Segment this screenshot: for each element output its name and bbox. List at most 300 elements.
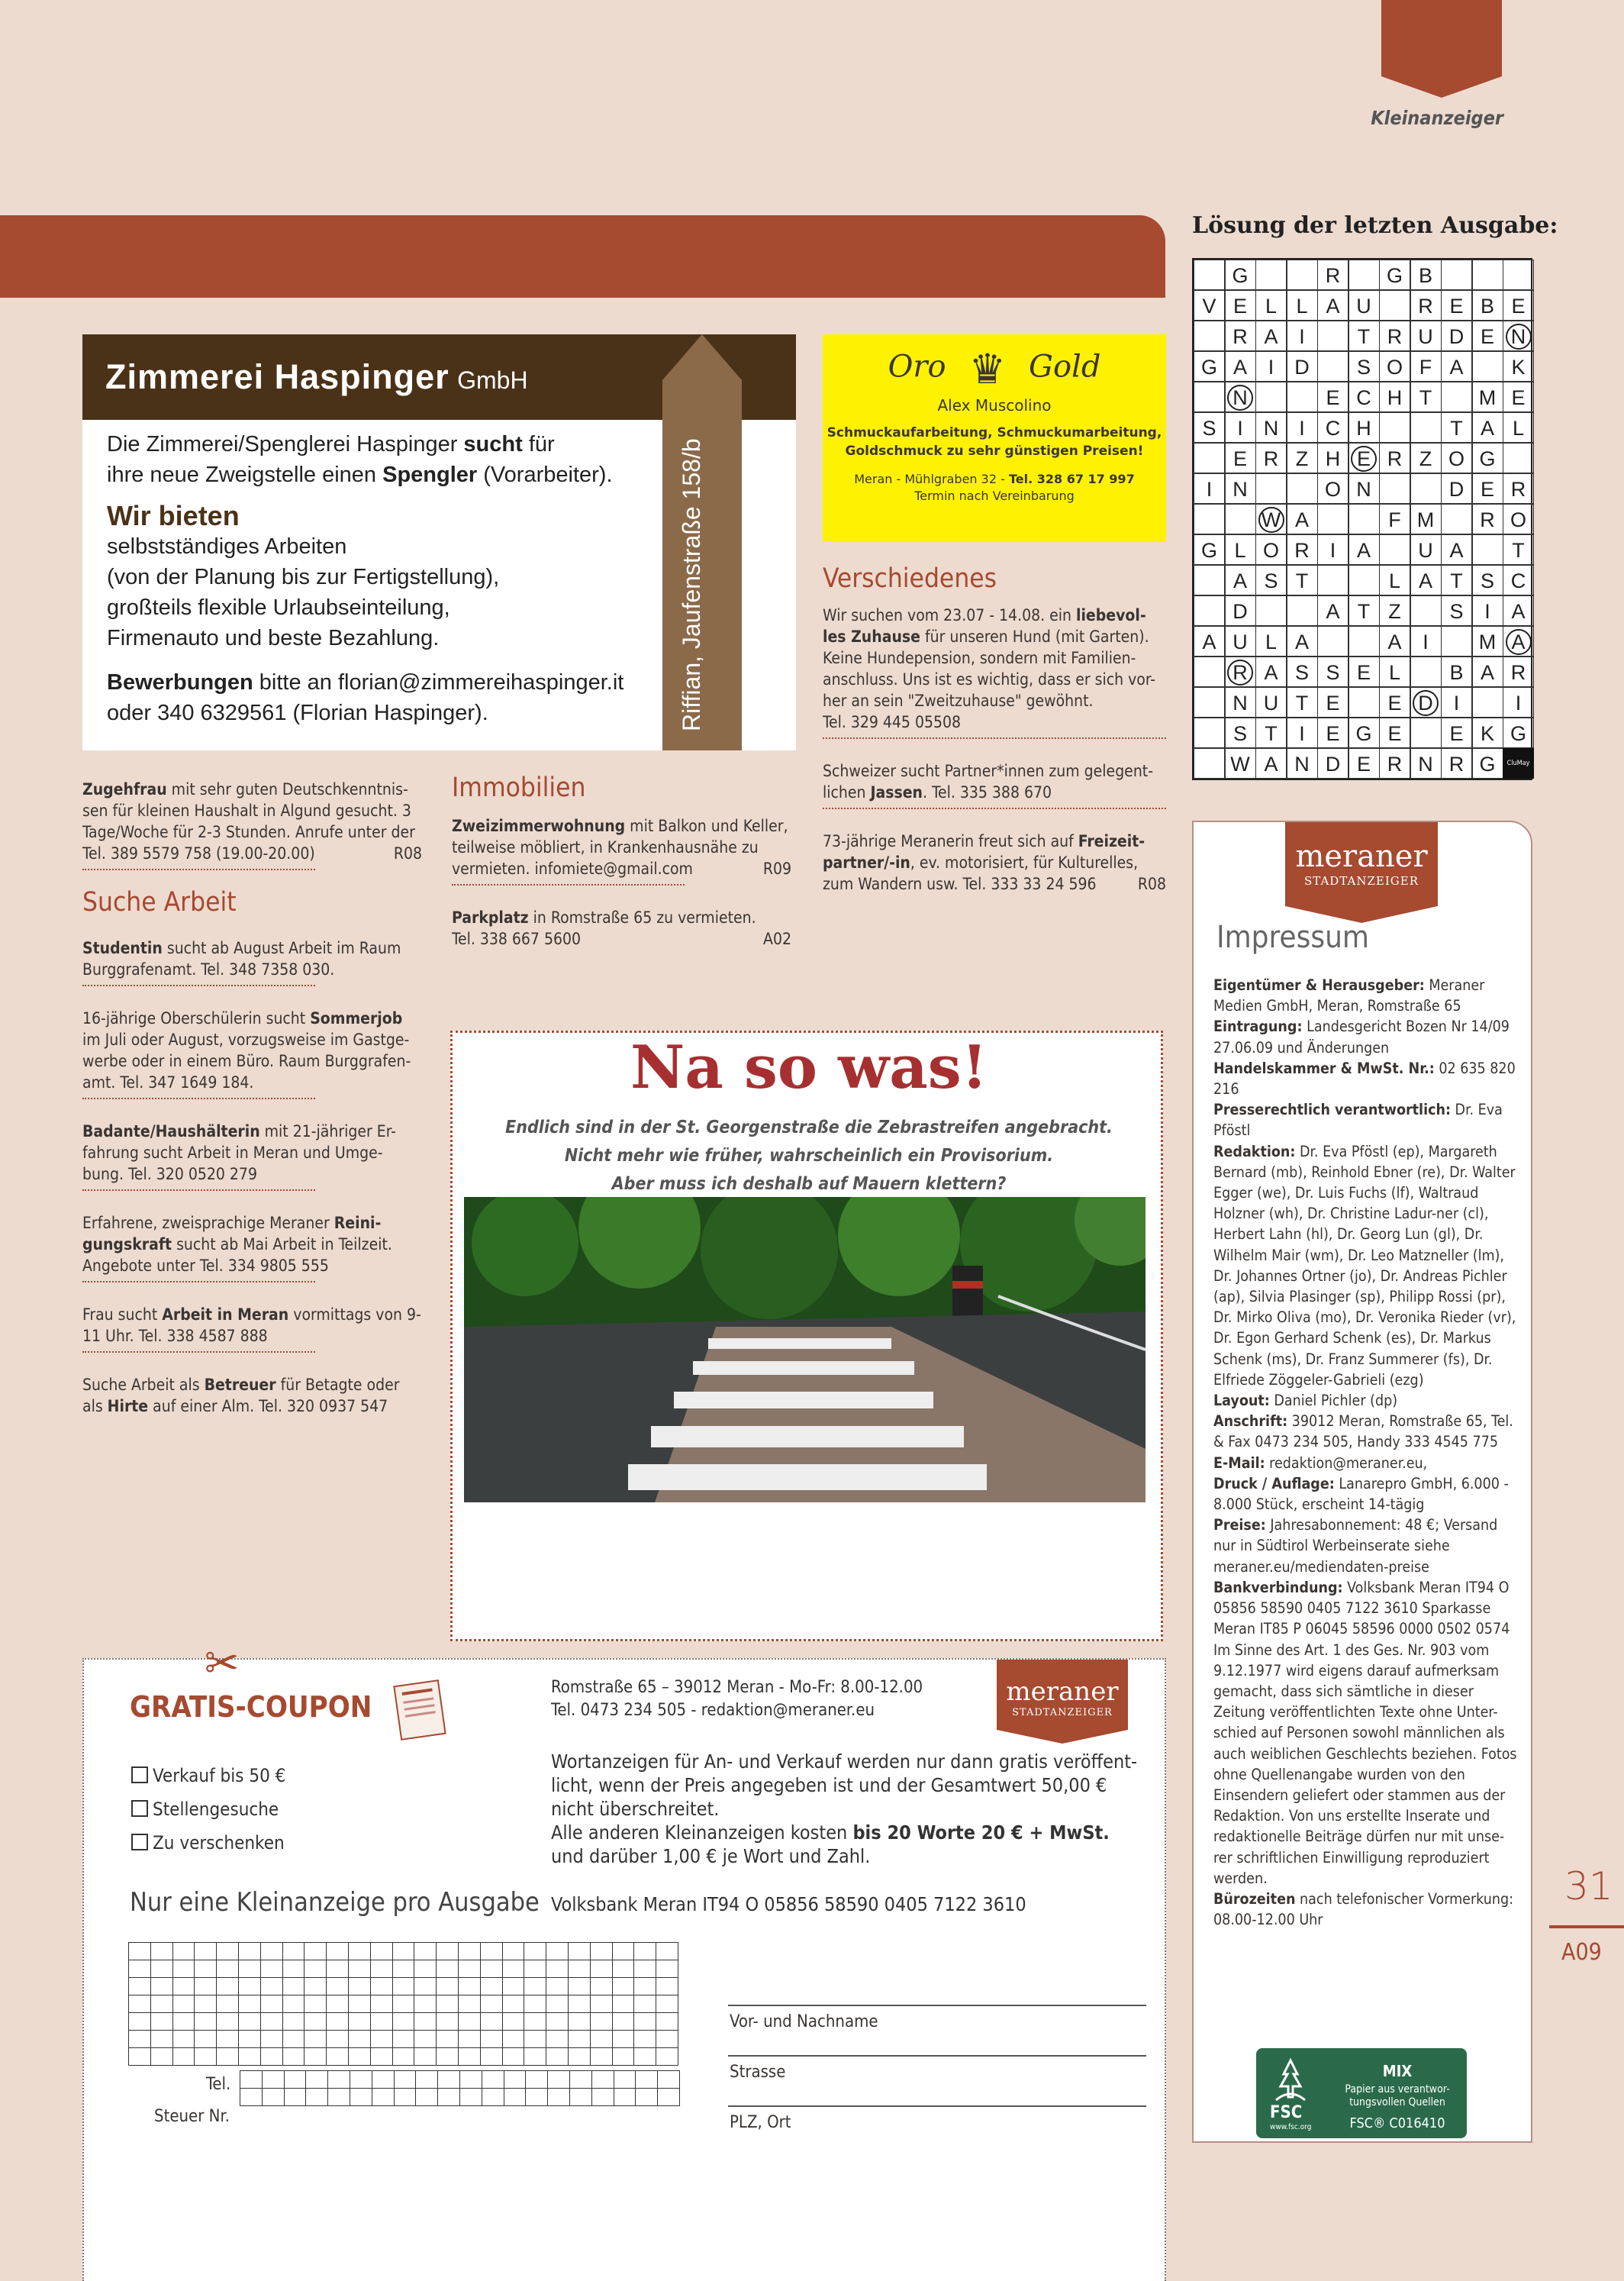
grid-cell[interactable] — [458, 1995, 480, 2013]
grid-cell[interactable] — [129, 1995, 151, 2013]
grid-cell[interactable] — [502, 2048, 524, 2066]
grid-cell[interactable] — [260, 1943, 282, 1960]
grid-cell[interactable] — [217, 1960, 239, 1978]
grid-cell[interactable] — [590, 2048, 612, 2066]
crossword-cell: L — [1379, 657, 1410, 687]
meraner-logo: meraner STADTANZEIGER — [1285, 822, 1438, 906]
grid-cell[interactable] — [634, 1995, 656, 2013]
grid-cell[interactable] — [568, 2013, 590, 2031]
grid-cell[interactable] — [392, 1978, 414, 1995]
checkbox[interactable] — [131, 1766, 148, 1783]
zimmerei-intro: Die Zimmerei/Spenglerei Haspinger sucht für ihre neue Zweigstelle einen Spengler (Vorarbeiter). — [107, 432, 613, 487]
list-item: 16-jährige Oberschülerin sucht Sommerjob im Juli oder August, vorzugsweise im Gastge-werbe oder in einem Büro. Raum Burggrafen-amt. Tel. 347 1649 184. — [82, 1009, 411, 1092]
grid-cell[interactable] — [327, 2031, 349, 2048]
grid-cell[interactable] — [129, 2013, 151, 2031]
grid-cell[interactable] — [526, 2071, 548, 2089]
grid-cell[interactable] — [129, 2048, 151, 2066]
grid-cell[interactable] — [195, 1978, 217, 1995]
grid-cell[interactable] — [284, 2089, 306, 2106]
grid-cell[interactable] — [437, 1978, 459, 1995]
grid-cell[interactable] — [370, 1960, 392, 1978]
crossword-cell: A — [1255, 657, 1287, 687]
grid-cell[interactable] — [612, 1995, 634, 2013]
grid-cell[interactable] — [392, 2013, 414, 2031]
grid-cell[interactable] — [458, 1960, 480, 1978]
page-number: 31 — [1564, 1864, 1613, 1908]
grid-cell[interactable] — [304, 2013, 327, 2031]
crossword-cell: O — [1503, 504, 1534, 534]
grid-cell[interactable] — [590, 2031, 612, 2048]
grid-cell[interactable] — [614, 2071, 636, 2089]
grid-cell[interactable] — [568, 1978, 590, 1995]
crossword-cell — [1503, 443, 1534, 473]
grid-cell[interactable] — [414, 2013, 437, 2031]
grid-cell[interactable] — [614, 2089, 636, 2106]
impressum-entry: Redaktion: Dr. Eva Pföstl (ep), Margareth Bernard (mb), Reinhold Ebner (re), Dr. Walter Egger (we), Dr. Luis Fuchs (lf), Waltraud Holzner (wh), Dr. Christine Ladur-ner (cl), Herbert Lahn (hl), Dr. Georg Lun (gl), Dr. Wilhelm Mair (wm), Dr. Leo Matzneller (lm), Dr. Johannes Ortner (jo), Dr. Andreas Pichler (ap), Silvia Plasinger (sp), Philipp Rossi (pr), Dr. Mirko Oliva (mo), Dr. Veronika Rieder (vr), Dr. Egon Gerhard Schenk (es), Dr. Markus Schenk (ms), Dr. Franz Summerer (fs), Dr. Elfriede Zöggeler-Gabrieli (ezg) — [1213, 1142, 1516, 1389]
coupon-meraner-logo: meraner STADTANZEIGER — [997, 1660, 1128, 1730]
crossword-cell — [1317, 351, 1348, 382]
grid-cell[interactable] — [260, 2013, 282, 2031]
grid-cell[interactable] — [524, 1960, 546, 1978]
grid-cell[interactable] — [568, 1943, 590, 1960]
grid-cell[interactable] — [438, 2089, 460, 2106]
crossword-cell: E — [1348, 748, 1380, 779]
grid-cell[interactable] — [372, 2089, 394, 2106]
grid-cell[interactable] — [370, 1943, 392, 1960]
grid-cell[interactable] — [392, 1995, 414, 2013]
grid-cell[interactable] — [502, 1960, 524, 1978]
grid-cell[interactable] — [524, 2048, 546, 2066]
grid-cell[interactable] — [150, 1943, 172, 1960]
grid-cell[interactable] — [546, 1943, 569, 1960]
grid-cell[interactable] — [480, 1943, 502, 1960]
grid-cell[interactable] — [590, 1943, 612, 1960]
grid-cell[interactable] — [502, 1943, 524, 1960]
grid-cell[interactable] — [327, 1978, 349, 1995]
grid-cell[interactable] — [240, 2089, 263, 2106]
grid-cell[interactable] — [195, 2031, 217, 2048]
grid-cell[interactable] — [370, 1978, 392, 1995]
crossword-cell: S — [1287, 657, 1318, 687]
grid-cell[interactable] — [129, 1960, 151, 1978]
grid-cell[interactable] — [306, 2071, 328, 2089]
grid-cell[interactable] — [634, 2048, 656, 2066]
coupon-title: GRATIS-COUPON — [130, 1690, 372, 1724]
grid-cell[interactable] — [546, 2048, 569, 2066]
grid-cell[interactable] — [548, 2089, 570, 2106]
grid-cell[interactable] — [238, 1960, 260, 1978]
grid-cell[interactable] — [172, 2048, 195, 2066]
grid-cell[interactable] — [150, 2013, 172, 2031]
grid-cell[interactable] — [504, 2089, 526, 2106]
grid-cell[interactable] — [240, 2071, 263, 2089]
grid-cell[interactable] — [172, 2013, 195, 2031]
crossword-cell: Z — [1287, 443, 1318, 473]
grid-cell[interactable] — [437, 1995, 459, 2013]
tel-grid[interactable] — [240, 2070, 680, 2106]
crossword-cell — [1348, 565, 1380, 595]
crossword-cell: E — [1225, 443, 1256, 473]
crossword-cell — [1410, 412, 1442, 443]
coupon-options — [131, 1759, 285, 1860]
grid-cell[interactable] — [590, 1960, 612, 1978]
grid-cell[interactable] — [172, 2031, 195, 2048]
crossword-cell: Z — [1410, 443, 1442, 473]
grid-cell[interactable] — [526, 2089, 548, 2106]
crossword-cell: T — [1410, 382, 1442, 412]
crossword-cell: N — [1225, 687, 1256, 718]
grid-cell[interactable] — [282, 2048, 304, 2066]
grid-cell[interactable] — [195, 1960, 217, 1978]
na-so-was-box — [450, 1031, 1163, 1641]
grid-cell[interactable] — [437, 2031, 459, 2048]
grid-cell[interactable] — [636, 2089, 658, 2106]
grid-cell[interactable] — [238, 2031, 260, 2048]
grid-cell[interactable] — [502, 2013, 524, 2031]
field-city-label: PLZ, Ort — [730, 2113, 791, 2132]
grid-cell[interactable] — [282, 1943, 304, 1960]
grid-cell[interactable] — [150, 2031, 172, 2048]
grid-cell[interactable] — [612, 1978, 634, 1995]
grid-cell[interactable] — [392, 1943, 414, 1960]
grid-cell[interactable] — [524, 1995, 546, 2013]
crossword-cell: E — [1441, 290, 1472, 321]
grid-cell[interactable] — [437, 1943, 459, 1960]
grid-cell[interactable] — [392, 1960, 414, 1978]
impressum-entry: Anschrift: 39012 Meran, Romstraße 65, Tel. & Fax 0473 234 505, Handy 333 4545 775 — [1213, 1412, 1513, 1451]
grid-cell[interactable] — [282, 1995, 304, 2013]
grid-cell[interactable] — [568, 1960, 590, 1978]
grid-cell[interactable] — [348, 1995, 370, 2013]
grid-cell[interactable] — [569, 2089, 591, 2106]
grid-cell[interactable] — [568, 2048, 590, 2066]
crossword-cell: T — [1441, 412, 1472, 443]
grid-cell[interactable] — [172, 1978, 195, 1995]
grid-cell[interactable] — [416, 2089, 438, 2106]
grid-cell[interactable] — [414, 1978, 437, 1995]
list-item: Zugehfrau mit sehr guten Deutschkenntnis-sen für kleinen Haushalt in Algund gesucht. 3 Tage/Woche für 2-3 Stunden. Anrufe unter der Tel. 389 5579 758 (19.00-20.00) R08 — [82, 780, 422, 863]
crossword-cell: L — [1379, 565, 1410, 595]
impressum-entry: Presserechtlich verantwortlich: Dr. Eva Pföstl — [1213, 1101, 1503, 1140]
grid-cell[interactable] — [238, 2013, 260, 2031]
crossword-cell: G — [1379, 260, 1410, 290]
grid-cell[interactable] — [612, 2031, 634, 2048]
crossword-cell: I — [1410, 626, 1442, 657]
grid-cell[interactable] — [350, 2089, 372, 2106]
zimmerei-apply: Bewerbungen bitte an florian@zimmereihaspinger.it oder 340 6329561 (Florian Haspinger). — [107, 670, 624, 725]
crossword-cell — [1255, 595, 1287, 626]
grid-cell[interactable] — [546, 1978, 569, 1995]
grid-cell[interactable] — [569, 2071, 591, 2089]
coupon-text-grid[interactable] — [128, 1942, 678, 2066]
grid-cell[interactable] — [304, 1995, 327, 2013]
grid-cell[interactable] — [217, 2013, 239, 2031]
crossword-cell — [1194, 595, 1225, 626]
grid-cell[interactable] — [328, 2071, 350, 2089]
grid-cell[interactable] — [217, 1995, 239, 2013]
grid-cell[interactable] — [348, 1978, 370, 1995]
grid-cell[interactable] — [658, 2089, 680, 2106]
grid-cell[interactable] — [306, 2089, 328, 2106]
grid-cell[interactable] — [304, 2048, 327, 2066]
crossword-cell: A — [1379, 626, 1410, 657]
grid-cell[interactable] — [304, 2031, 327, 2048]
grid-cell[interactable] — [658, 2071, 680, 2089]
crossword-cell — [1225, 504, 1256, 534]
crossword-cell — [1379, 473, 1410, 504]
grid-cell[interactable] — [480, 2013, 502, 2031]
crossword-cell — [1255, 382, 1287, 412]
grid-cell[interactable] — [437, 1960, 459, 1978]
grid-cell[interactable] — [634, 1978, 656, 1995]
crossword-cell — [1194, 504, 1225, 534]
grid-cell[interactable] — [304, 1943, 327, 1960]
grid-cell[interactable] — [370, 1995, 392, 2013]
crossword-cell: W — [1225, 748, 1256, 779]
grid-cell[interactable] — [590, 1995, 612, 2013]
grid-cell[interactable] — [150, 2048, 172, 2066]
crossword-cell: I — [1287, 718, 1318, 748]
option-stellengesuche[interactable]: Stellengesuche — [131, 1792, 285, 1826]
crossword-cell: N — [1225, 382, 1256, 412]
grid-cell[interactable] — [612, 2013, 634, 2031]
crossword-cell: O — [1317, 473, 1348, 504]
grid-cell[interactable] — [327, 2013, 349, 2031]
grid-cell[interactable] — [634, 2031, 656, 2048]
grid-cell[interactable] — [546, 1960, 569, 1978]
grid-cell[interactable] — [612, 1943, 634, 1960]
grid-cell[interactable] — [568, 2031, 590, 2048]
grid-cell[interactable] — [636, 2071, 658, 2089]
option-verkauf[interactable]: Verkauf bis 50 € — [131, 1759, 285, 1792]
grid-cell[interactable] — [458, 2013, 480, 2031]
grid-cell[interactable] — [284, 2071, 306, 2089]
grid-cell[interactable] — [504, 2071, 526, 2089]
list-item: Suche Arbeit als Betreuer für Betagte oder als Hirte auf einer Alm. Tel. 320 0937 547 — [82, 1376, 400, 1415]
grid-cell[interactable] — [634, 1960, 656, 1978]
grid-cell[interactable] — [394, 2071, 416, 2089]
grid-cell[interactable] — [195, 1995, 217, 2013]
grid-cell[interactable] — [502, 1995, 524, 2013]
grid-cell[interactable] — [372, 2071, 394, 2089]
grid-cell[interactable] — [260, 1978, 282, 1995]
grid-cell[interactable] — [172, 1995, 195, 2013]
grid-cell[interactable] — [656, 1960, 678, 1978]
street-input[interactable] — [728, 2105, 1146, 2107]
grid-cell[interactable] — [238, 1995, 260, 2013]
grid-cell[interactable] — [195, 2013, 217, 2031]
grid-cell[interactable] — [524, 1943, 546, 1960]
grid-cell[interactable] — [656, 2048, 678, 2066]
crossword-cell: E — [1317, 687, 1348, 718]
grid-cell[interactable] — [150, 1978, 172, 1995]
grid-cell[interactable] — [172, 1943, 195, 1960]
grid-cell[interactable] — [217, 1978, 239, 1995]
grid-cell[interactable] — [590, 2013, 612, 2031]
grid-cell[interactable] — [238, 1943, 260, 1960]
grid-cell[interactable] — [304, 1978, 327, 1995]
grid-cell[interactable] — [414, 2031, 437, 2048]
grid-cell[interactable] — [524, 2031, 546, 2048]
crossword-cell: R — [1379, 443, 1410, 473]
grid-cell[interactable] — [548, 2071, 570, 2089]
grid-cell[interactable] — [458, 1978, 480, 1995]
grid-cell[interactable] — [150, 1995, 172, 2013]
grid-cell[interactable] — [260, 1995, 282, 2013]
grid-cell[interactable] — [546, 1995, 569, 2013]
grid-cell[interactable] — [238, 1978, 260, 1995]
grid-cell[interactable] — [238, 2048, 260, 2066]
crossword-cell: A — [1225, 351, 1256, 382]
grid-cell[interactable] — [262, 2071, 284, 2089]
grid-cell[interactable] — [458, 2048, 480, 2066]
crossword-cell: N — [1410, 748, 1442, 779]
grid-cell[interactable] — [327, 1943, 349, 1960]
grid-cell[interactable] — [304, 1960, 327, 1978]
grid-cell[interactable] — [612, 2048, 634, 2066]
name-input[interactable] — [728, 2055, 1146, 2057]
impressum-box — [1192, 821, 1532, 2143]
grid-cell[interactable] — [348, 1960, 370, 1978]
grid-cell[interactable] — [129, 1943, 151, 1960]
grid-cell[interactable] — [480, 1995, 502, 2013]
grid-cell[interactable] — [656, 1978, 678, 1995]
list-item: Erfahrene, zweisprachige Meraner Reini-gungskraft sucht ab Mai Arbeit in Teilzeit. Angebote unter Tel. 334 9805 555 — [82, 1214, 392, 1275]
grid-cell[interactable] — [129, 1978, 151, 1995]
grid-cell[interactable] — [348, 2048, 370, 2066]
grid-cell[interactable] — [414, 1960, 437, 1978]
grid-cell[interactable] — [282, 1978, 304, 1995]
grid-cell[interactable] — [282, 1960, 304, 1978]
grid-cell[interactable] — [327, 1960, 349, 1978]
impressum-entry: Layout: Daniel Pichler (dp) — [1213, 1392, 1398, 1410]
crossword-cell — [1194, 321, 1225, 351]
grid-cell[interactable] — [656, 2031, 678, 2048]
grid-cell[interactable] — [524, 1978, 546, 1995]
grid-cell[interactable] — [370, 2013, 392, 2031]
grid-cell[interactable] — [656, 1995, 678, 2013]
grid-cell[interactable] — [282, 2013, 304, 2031]
crossword-cell: R — [1441, 748, 1472, 779]
grid-cell[interactable] — [260, 2048, 282, 2066]
grid-cell[interactable] — [416, 2071, 438, 2089]
grid-cell[interactable] — [480, 1978, 502, 1995]
coupon-address: Romstraße 65 – 39012 Meran - Mo-Fr: 8.00-12.00 Tel. 0473 234 505 - redaktion@meraner.eu — [551, 1678, 923, 1720]
grid-cell[interactable] — [482, 2071, 504, 2089]
zimmerei-offer-list: selbstständiges Arbeiten (von der Planung bis zur Fertigstellung), großteils flexible Urlaubseinteilung, Firmenauto und beste Bezahlung. — [107, 534, 500, 650]
checkbox[interactable] — [131, 1800, 148, 1817]
grid-cell[interactable] — [129, 2031, 151, 2048]
grid-cell[interactable] — [217, 2048, 239, 2066]
grid-cell[interactable] — [370, 2048, 392, 2066]
divider — [82, 1351, 315, 1353]
grid-cell[interactable] — [480, 1960, 502, 1978]
crossword-cell: I — [1287, 321, 1318, 351]
grid-cell[interactable] — [348, 2013, 370, 2031]
grid-cell[interactable] — [392, 2031, 414, 2048]
grid-cell[interactable] — [656, 2013, 678, 2031]
grid-cell[interactable] — [392, 2048, 414, 2066]
grid-cell[interactable] — [591, 2071, 614, 2089]
grid-cell[interactable] — [260, 1960, 282, 1978]
crossword-cell: L — [1255, 626, 1287, 657]
grid-cell[interactable] — [414, 1943, 437, 1960]
crossword-cell: A — [1472, 412, 1503, 443]
grid-cell[interactable] — [590, 1978, 612, 1995]
grid-cell[interactable] — [437, 2048, 459, 2066]
grid-cell[interactable] — [546, 2031, 569, 2048]
grid-cell[interactable] — [656, 1943, 678, 1960]
grid-cell[interactable] — [150, 1960, 172, 1978]
grid-cell[interactable] — [282, 2031, 304, 2048]
grid-cell[interactable] — [195, 1943, 217, 1960]
crossword-cell: S — [1317, 657, 1348, 687]
grid-cell[interactable] — [195, 2048, 217, 2066]
grid-cell[interactable] — [414, 2048, 437, 2066]
grid-cell[interactable] — [458, 1943, 480, 1960]
crossword-cell: A — [1410, 565, 1442, 595]
grid-cell[interactable] — [348, 1943, 370, 1960]
grid-cell[interactable] — [568, 1995, 590, 2013]
grid-cell[interactable] — [480, 2031, 502, 2048]
divider — [82, 1281, 315, 1282]
grid-cell[interactable] — [350, 2071, 372, 2089]
crossword-cell — [1503, 260, 1534, 290]
grid-cell[interactable] — [482, 2089, 504, 2106]
crossword-cell: G — [1472, 443, 1503, 473]
grid-cell[interactable] — [524, 2013, 546, 2031]
crossword-cell: D — [1441, 321, 1472, 351]
impressum-entry: Druck / Auflage: Lanarepro GmbH, 6.000 - 8.000 Stück, erscheint 14-tägig — [1213, 1474, 1509, 1514]
crossword-cell: E — [1379, 687, 1410, 718]
crossword-cell — [1379, 534, 1410, 565]
grid-cell[interactable] — [458, 2031, 480, 2048]
grid-cell[interactable] — [634, 2013, 656, 2031]
grid-cell[interactable] — [217, 1943, 239, 1960]
checkbox[interactable] — [131, 1834, 148, 1850]
impressum-entry: Bankverbindung: Volksbank Meran IT94 O 05856 58590 0405 7122 3610 Sparkasse Meran IT85 P 06045 58596 0000 0502 0574 Im Sinne des Art. 1 des Ges. Nr. 903 vom 9.12.1977 wird eigens darauf aufmerksam gemacht, dass sich sämtliche in dieser Zeitung veröffentlichten Texte ohne Unter-schied auf Personen sowohl männlichen als auch weiblichen Geschlechts beziehen. Fotos ohne Quellenangabe wurden von den Einsendern geliefert oder stammen aus der Redaktion. Von uns erstellte Inserate und redaktionelle Beiträge dürfen nur mit unse-rer schriftlichen Einwilligung reproduziert werden. — [1213, 1578, 1517, 1887]
crossword-cell: G — [1194, 534, 1225, 565]
grid-cell[interactable] — [612, 1960, 634, 1978]
grid-cell[interactable] — [480, 2048, 502, 2066]
grid-cell[interactable] — [394, 2089, 416, 2106]
grid-cell[interactable] — [414, 1995, 437, 2013]
grid-cell[interactable] — [370, 2031, 392, 2048]
grid-cell[interactable] — [591, 2089, 614, 2106]
grid-cell[interactable] — [262, 2089, 284, 2106]
grid-cell[interactable] — [459, 2071, 482, 2089]
grid-cell[interactable] — [328, 2089, 350, 2106]
grid-cell[interactable] — [502, 2031, 524, 2048]
option-verschenken[interactable]: Zu verschenken — [131, 1826, 285, 1860]
grid-cell[interactable] — [348, 2031, 370, 2048]
grid-cell[interactable] — [546, 2013, 569, 2031]
grid-cell[interactable] — [634, 1943, 656, 1960]
grid-cell[interactable] — [502, 1978, 524, 1995]
grid-cell[interactable] — [327, 2048, 349, 2066]
crossword-cell: E — [1472, 473, 1503, 504]
crossword-cell — [1348, 687, 1380, 718]
grid-cell[interactable] — [172, 1960, 195, 1978]
grid-cell[interactable] — [437, 2013, 459, 2031]
grid-cell[interactable] — [438, 2071, 460, 2089]
crossword-cell: C — [1348, 382, 1380, 412]
grid-cell[interactable] — [327, 1995, 349, 2013]
grid-cell[interactable] — [217, 2031, 239, 2048]
grid-cell[interactable] — [459, 2089, 482, 2106]
crossword-cell: T — [1503, 534, 1534, 565]
grid-cell[interactable] — [260, 2031, 282, 2048]
